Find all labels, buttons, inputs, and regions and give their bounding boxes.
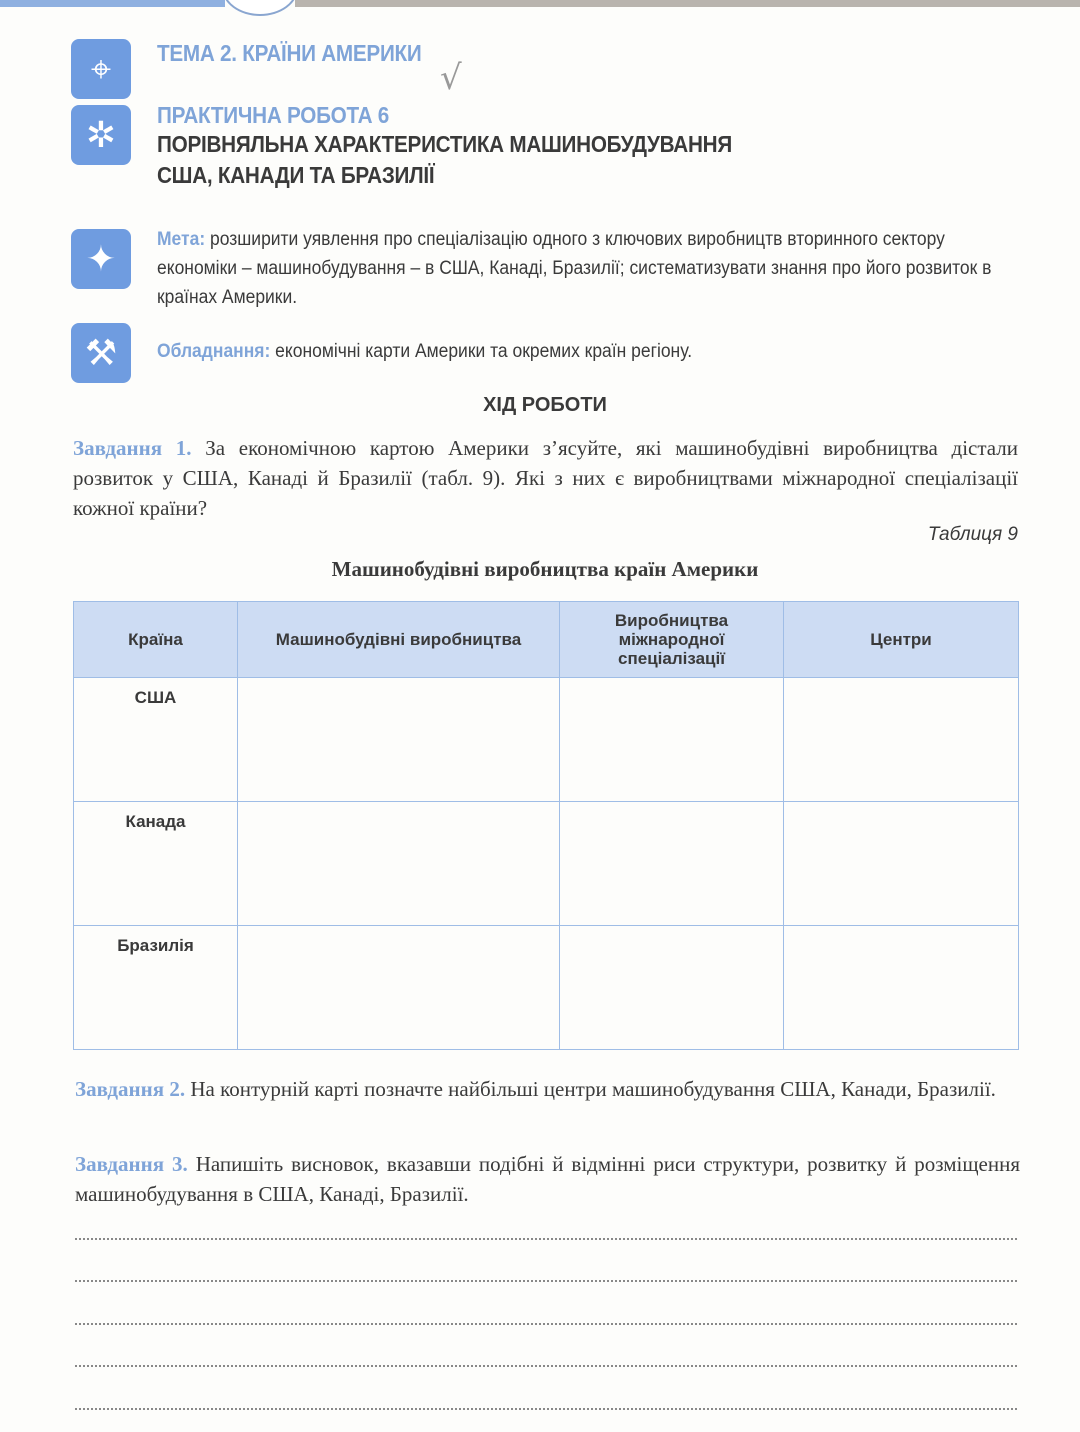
- header-specialization: Виробництва міжнародної спеціалізації: [560, 602, 784, 678]
- topic-heading: ТЕМА 2. КРАЇНИ АМЕРИКИ: [157, 40, 422, 66]
- wheel-icon: ✲: [71, 105, 131, 165]
- header-country: Країна: [74, 602, 238, 678]
- task-1: [73, 433, 1018, 523]
- country-cell: США: [74, 678, 238, 802]
- equipment-label: Обладнання:: [157, 341, 271, 362]
- header-industries: Машинобудівні виробництва: [238, 602, 560, 678]
- work-number: ПРАКТИЧНА РОБОТА 6: [157, 102, 389, 128]
- industries-cell[interactable]: [238, 802, 560, 926]
- machine-building-table: [73, 601, 1019, 1050]
- centers-cell[interactable]: [784, 802, 1019, 926]
- task-3-text: Напишіть висновок, вказавши подібні й відмінні риси структури, розвитку й розміщення машинобудування в США, Канаді, Бразилії.: [75, 1152, 1021, 1206]
- task-2-label: Завдання 2.: [75, 1077, 186, 1101]
- task-1-text: За економічною картою Америки з’ясуйте, які машинобудівні виробництва дістали розвиток у США, Канаді й Бразилії (табл. 9). Які з них є виробництвами міжнародної спеціалізації кожної країни?: [73, 436, 1019, 520]
- title-line-1: ПОРІВНЯЛЬНА ХАРАКТЕРИСТИКА МАШИНОБУДУВАННЯ: [157, 131, 732, 157]
- target-icon: ⌖: [71, 39, 131, 99]
- table-row: [74, 926, 1019, 1050]
- table-number: Таблиця 9: [927, 524, 1018, 545]
- goal-text: розширити уявлення про спеціалізацію одного з ключових виробництв вторинного сектору економіки – машинобудування – в США, Канаді, Бразилії; систематизувати знання про його розвиток в країнах Америки.: [157, 229, 992, 308]
- task-2: [75, 1074, 1020, 1104]
- answer-line[interactable]: [75, 1280, 1017, 1282]
- compass-star-icon: ✦: [71, 229, 131, 289]
- handwritten-checkmark: √: [440, 58, 462, 98]
- answer-line[interactable]: [75, 1365, 1017, 1367]
- header-emblem: [222, 0, 298, 16]
- country-cell: Бразилія: [74, 926, 238, 1050]
- header-band-gray: [295, 0, 1080, 7]
- procedure-heading: ХІД РОБОТИ: [483, 394, 607, 416]
- specialization-cell[interactable]: [560, 926, 784, 1050]
- table-title: Машинобудівні виробництва країн Америки: [331, 557, 759, 581]
- answer-line[interactable]: [75, 1238, 1017, 1240]
- title-line-2: США, КАНАДИ ТА БРАЗИЛІЇ: [157, 162, 435, 188]
- task-1-label: Завдання 1.: [73, 436, 192, 460]
- goal-label: Мета:: [157, 229, 206, 250]
- header-centers: Центри: [784, 602, 1019, 678]
- specialization-cell[interactable]: [560, 678, 784, 802]
- header-band: [0, 0, 225, 7]
- answer-line[interactable]: [75, 1408, 1017, 1410]
- industries-cell[interactable]: [238, 926, 560, 1050]
- specialization-cell[interactable]: [560, 802, 784, 926]
- country-cell: Канада: [74, 802, 238, 926]
- tools-icon: ⚒: [71, 323, 131, 383]
- task-2-text: На контурній карті позначте найбільші центри машинобудування США, Канади, Бразилії.: [190, 1077, 996, 1101]
- task-3-label: Завдання 3.: [75, 1152, 188, 1176]
- goal: [157, 225, 1017, 312]
- equipment: [157, 337, 1017, 366]
- equipment-text: економічні карти Америки та окремих країн регіону.: [275, 341, 693, 362]
- centers-cell[interactable]: [784, 926, 1019, 1050]
- table-header-row: [74, 602, 1019, 678]
- industries-cell[interactable]: [238, 678, 560, 802]
- centers-cell[interactable]: [784, 678, 1019, 802]
- task-3: [75, 1149, 1020, 1209]
- answer-line[interactable]: [75, 1323, 1017, 1325]
- table-row: [74, 802, 1019, 926]
- table-row: [74, 678, 1019, 802]
